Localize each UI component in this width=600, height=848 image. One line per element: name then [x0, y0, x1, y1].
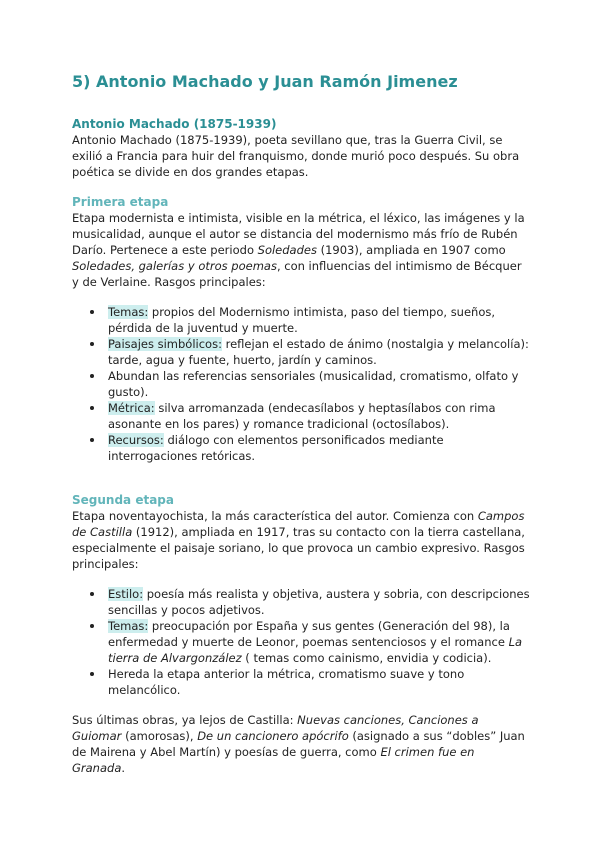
list-item	[108, 304, 530, 336]
work-title-campos: Campos de Castilla	[72, 509, 525, 539]
list-item	[108, 666, 530, 698]
list-item	[108, 586, 530, 618]
list-item-text: propios del Modernismo intimista, paso del tiempo, sueños, pérdida de la juventud y muerte.	[108, 305, 496, 335]
highlight-label: Temas:	[108, 619, 149, 633]
highlight-label: Recursos:	[108, 433, 164, 447]
work-title-alvargonzalez: La tierra de Alvargonzález	[108, 635, 523, 665]
final-text-1: Sus últimas obras, ya lejos de Castilla:	[72, 713, 298, 727]
list-item	[108, 368, 530, 400]
spacer	[72, 464, 530, 492]
work-title-crimen-granada: El crimen fue en Granada	[72, 745, 475, 775]
final-text-4: .	[121, 761, 126, 775]
etapa1-text-1: Etapa modernista e intimista, visible en la métrica, el léxico, las imágenes y la musicalidad, aunque el autor se distancia del modernismo más frío de Rubén Darío. Pertenece a este periodo	[72, 211, 525, 257]
list-item	[108, 618, 530, 666]
work-title-nuevas-canciones: Nuevas canciones, Canciones a Guiomar	[72, 713, 479, 743]
section-heading: Antonio Machado (1875-1939)	[72, 117, 277, 131]
list-item-text: diálogo con elementos personificados mediante interrogaciones retóricas.	[108, 433, 444, 463]
list-item-text: ( temas como cainismo, envidia y codicia).	[241, 651, 492, 665]
etapa2-list	[72, 586, 530, 698]
spacer	[72, 290, 530, 304]
etapa2-heading: Segunda etapa	[72, 493, 174, 507]
highlight-label: Métrica:	[108, 401, 155, 415]
list-item-text: Abundan las referencias sensoriales (musicalidad, cromatismo, olfato y gusto).	[108, 369, 519, 399]
highlight-label: Paisajes simbólicos:	[108, 337, 222, 351]
work-title-soledades-galerias: Soledades, galerías y otros poemas	[72, 259, 277, 273]
list-item-text: silva arromanzada (endecasílabos y heptasílabos con rima asonante en los pares) y romance tradicional (octosílabos).	[108, 401, 496, 431]
etapa1-text-3: , con influencias del intimismo de Bécquer y de Verlaine. Rasgos principales:	[72, 259, 522, 289]
final-paragraph	[72, 712, 530, 776]
page-title: 5) Antonio Machado y Juan Ramón Jimenez	[72, 72, 458, 91]
list-item	[108, 432, 530, 464]
highlight-label: Temas:	[108, 305, 149, 319]
list-item-text: reflejan el estado de ánimo (nostalgia y melancolía): tarde, agua y fuente, huerto, jardín y caminos.	[108, 337, 529, 367]
final-text-2: (amorosas),	[121, 729, 198, 743]
list-item	[108, 400, 530, 432]
work-title-cancionero-apocrifo: De un cancionero apócrifo	[197, 729, 349, 743]
highlight-label: Estilo:	[108, 587, 144, 601]
list-item-text: Hereda la etapa anterior la métrica, cromatismo suave y tono melancólico.	[108, 667, 465, 697]
etapa1-text-2: (1903), ampliada en 1907 como	[316, 243, 506, 257]
etapa2-text-1: Etapa noventayochista, la más característica del autor. Comienza con	[72, 509, 478, 523]
etapa2-text-2: (1912), ampliada en 1917, tras su contacto con la tierra castellana, especialmente el paisaje soriano, lo que provoca un cambio expresivo. Rasgos principales:	[72, 525, 525, 571]
list-item-text: poesía más realista y objetiva, austera y sobria, con descripciones sencillas y pocos adjetivos.	[108, 587, 530, 617]
etapa2-paragraph	[72, 508, 530, 572]
intro-paragraph: Antonio Machado (1875-1939), poeta sevillano que, tras la Guerra Civil, se exilió a Francia para huir del franquismo, donde murió poco después. Su obra poética se divide en dos grandes etapas.	[72, 133, 520, 179]
final-text-3: (asignado a sus “dobles” Juan de Mairena y Abel Martín) y poesías de guerra, como	[72, 729, 525, 759]
list-item	[108, 336, 530, 368]
spacer	[72, 572, 530, 586]
etapa1-list	[72, 304, 530, 464]
work-title-soledades: Soledades	[257, 243, 317, 257]
spacer	[72, 180, 530, 194]
spacer	[72, 698, 530, 712]
list-item-text: preocupación por España y sus gentes (Generación del 98), la enfermedad y muerte de Leonor, poemas sentenciosos y el romance	[108, 619, 510, 649]
etapa1-heading: Primera etapa	[72, 195, 169, 209]
etapa1-paragraph	[72, 210, 530, 290]
